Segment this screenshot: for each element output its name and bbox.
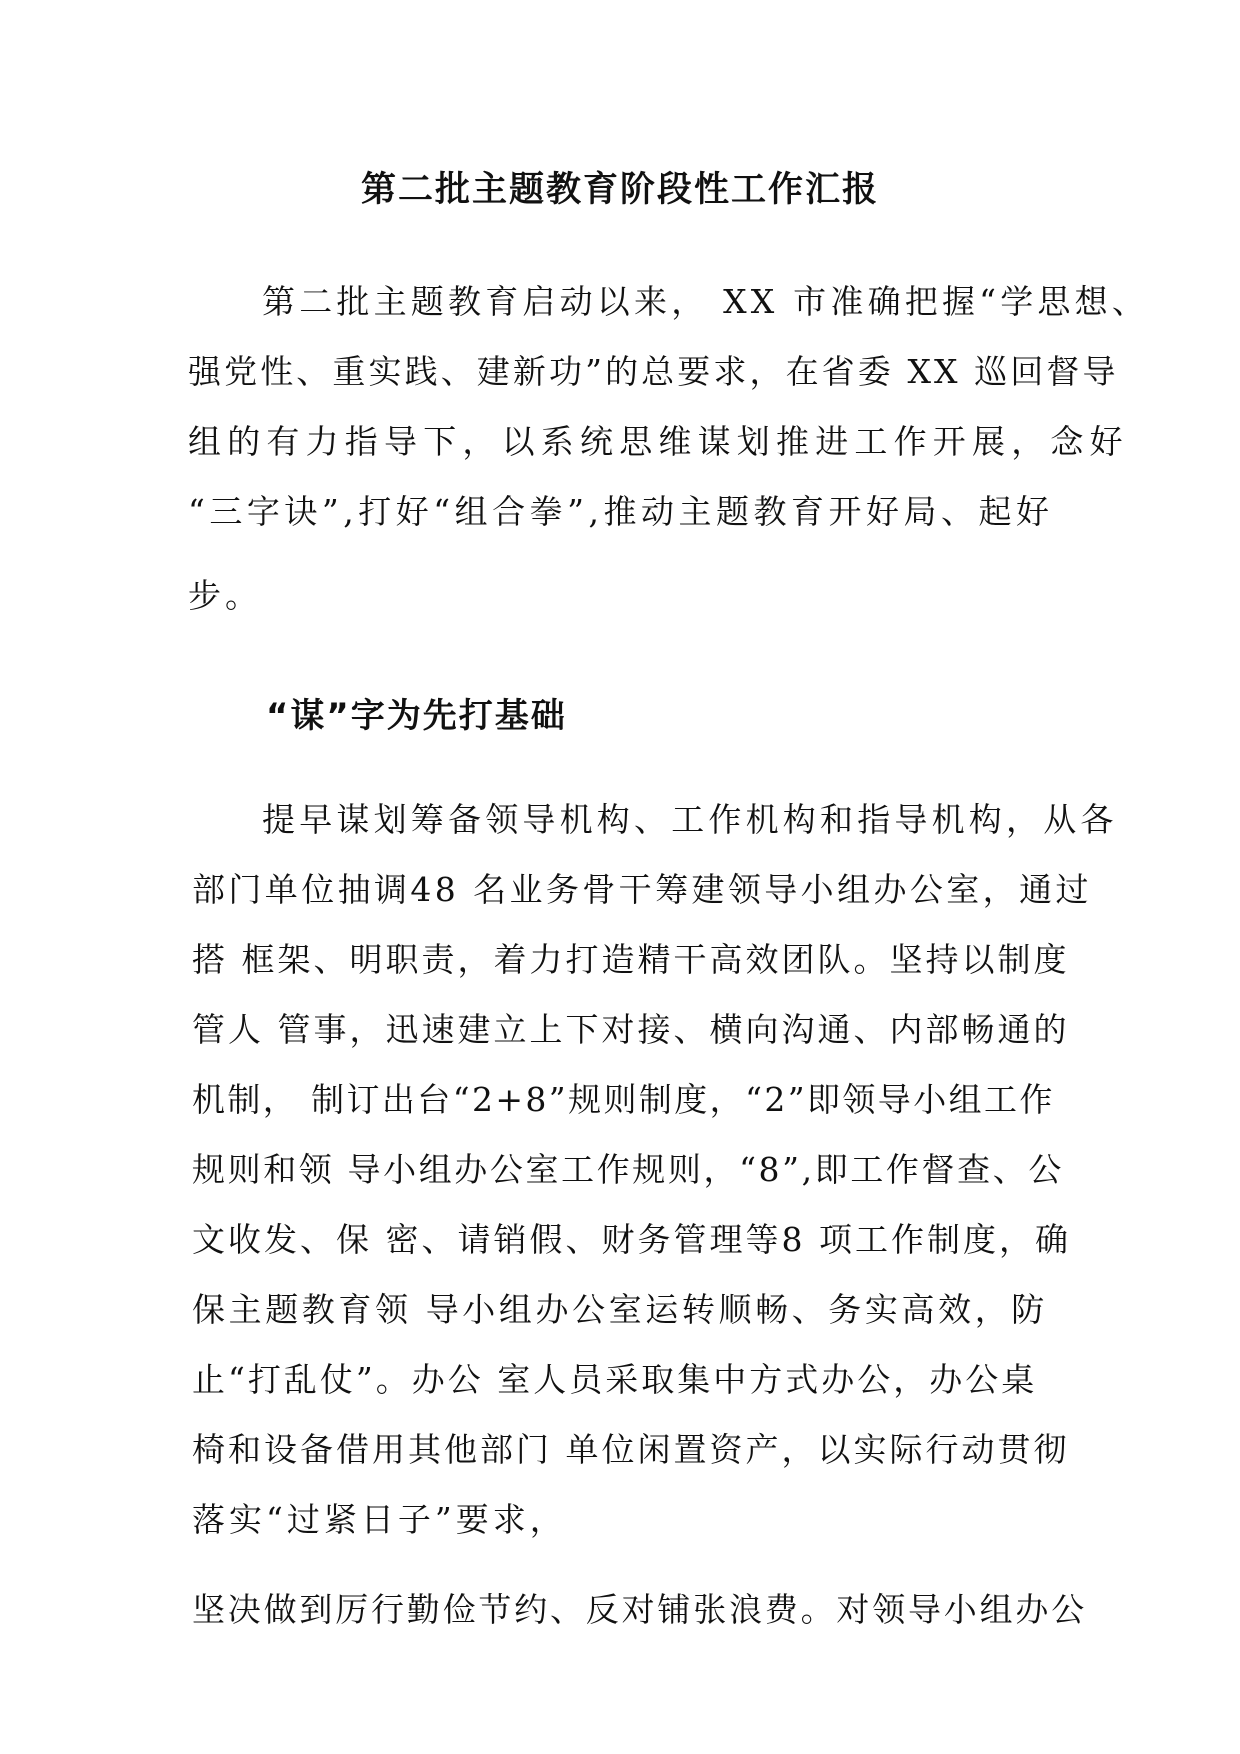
body-line: 管人 管事，迅速建立上下对接、横向沟通、内部畅通的 bbox=[192, 1010, 1070, 1049]
body-line: 提早谋划筹备领导机构、工作机构和指导机构，从各 bbox=[262, 800, 1118, 839]
body-line: 椅和设备借用其他部门 单位闲置资产，以实际行动贯彻 bbox=[192, 1430, 1070, 1469]
body-line: 机制， 制订出台“2+8”规则制度，“2”即领导小组工作 bbox=[192, 1080, 1055, 1119]
body-line: 部门单位抽调48 名业务骨干筹建领导小组办公室，通过 bbox=[192, 870, 1092, 909]
document-title: 第二批主题教育阶段性工作汇报 bbox=[360, 170, 879, 210]
intro-line: 步。 bbox=[188, 576, 262, 615]
body-line: 坚决做到厉行勤俭节约、反对铺张浪费。对领导小组办公 bbox=[192, 1590, 1087, 1629]
body-line: 文收发、保 密、请销假、财务管理等8 项工作制度，确 bbox=[192, 1220, 1071, 1259]
body-line: 规则和领 导小组办公室工作规则，“8”,即工作督查、公 bbox=[192, 1150, 1064, 1189]
body-line: 保主题教育领 导小组办公室运转顺畅、务实高效，防 bbox=[192, 1290, 1048, 1329]
intro-line: 组的有力指导下，以系统思维谋划推进工作开展，念好 bbox=[188, 422, 1129, 461]
intro-line: 强党性、重实践、建新功”的总要求，在省委 XX 巡回督导 bbox=[188, 352, 1119, 391]
intro-line: 第二批主题教育启动以来， XX 市准确把握“学思想、 bbox=[262, 282, 1150, 321]
intro-line: “三字诀”,打好“组合拳”,推动主题教育开好局、起好 bbox=[188, 492, 1054, 531]
body-line: 止“打乱仗”。办公 室人员采取集中方式办公，办公桌 bbox=[192, 1360, 1038, 1399]
body-line: 搭 框架、明职责，着力打造精干高效团队。坚持以制度 bbox=[192, 940, 1070, 979]
section-heading: “谋”字为先打基础 bbox=[266, 696, 567, 736]
body-line: 落实“过紧日子”要求， bbox=[192, 1500, 567, 1539]
